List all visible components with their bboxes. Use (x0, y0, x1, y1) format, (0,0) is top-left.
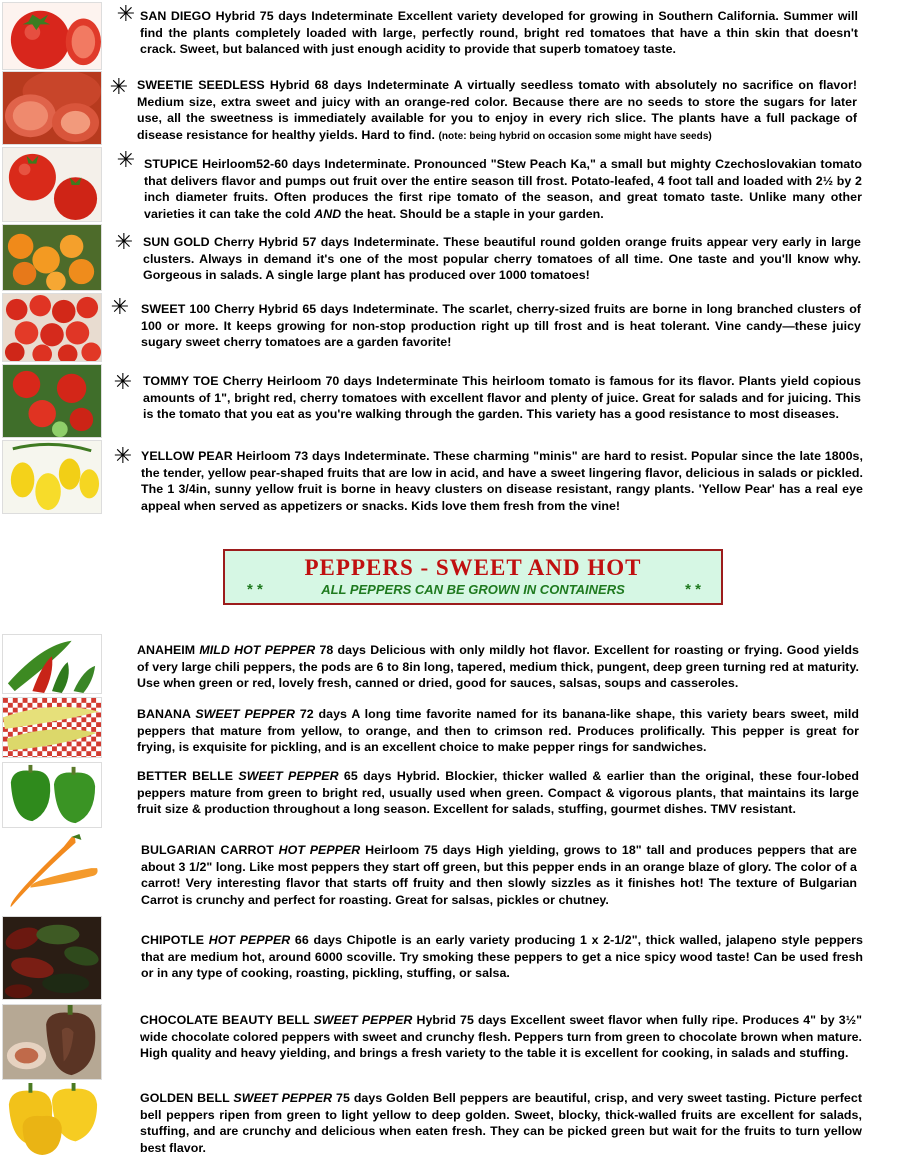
tomato-description (143, 373, 861, 423)
peppers-section-banner (223, 549, 723, 605)
variety-text: 72 days A long time favorite named for its banana-like shape, this variety bears sweet, mild peppers that mature from yellow, to orange, and then to crimson red. Produces prolifically. This pepper is great for frying, is exquisite for pickling, and is an excellent choice to make pepper rings for sandwiches. (137, 707, 859, 754)
sweetie-seedless-tomato-photo (2, 71, 102, 145)
banana-pepper-photo (2, 697, 102, 758)
tomato-description (141, 448, 863, 514)
pepper-description (137, 768, 859, 818)
pepper-type: SWEET PEPPER (313, 1013, 413, 1027)
variety-text: Hybrid 75 days Indeterminate Excellent variety developed for growing in Southern California. Summer will find the plants completely loaded with large, perfectly round, bright red tomatoes that have a thin skin that doesn't crack. Sweet, but balanced with just enough acidity to provide that superb tomatoey taste. (140, 9, 859, 56)
variety-text: Heirloom 73 days Indeterminate. These charming "minis" are hard to resist. Popular since the late 1800s, the tender, yellow pear-shaped fruits that are low in acid, and have a sweet lingering flavor, delicious in salads or pickled. The 1 3/4in, sunny yellow fruit is borne in heavy clusters on disease resistant, rangy plants. 'Yellow Pear' has a real eye appeal when served as appetizers or snacks. Kids love them fresh from the vine! (141, 449, 863, 513)
pepper-description (137, 642, 859, 692)
asterisk-icon: ✳ (116, 2, 136, 27)
pepper-description (140, 1090, 862, 1156)
banner-title: PEPPERS - SWEET AND HOT (304, 555, 642, 580)
chipotle-pepper-photo (2, 916, 102, 1000)
variety-text: Hybrid 68 days Indeterminate A virtually seedless tomato with absolutely no sacrifice on flavor! Medium size, extra sweet and juicy with an orange-red color. Because there are no seeds to store the sugars for later use, all the sweetness is immediately available for you to enjoy in every rich slice. The plants have a full package of disease resistance for healthy yields. Hard to find. (137, 78, 857, 142)
stupice-tomato-photo (2, 147, 102, 222)
yellow-pear-tomato-photo (2, 440, 102, 514)
tomato-description (143, 234, 861, 284)
variety-name: STUPICE (144, 157, 199, 171)
variety-text-end: the heat. Should be a staple in your garden. (341, 206, 604, 221)
variety-name: CHIPOTLE (141, 933, 209, 947)
asterisk-icon: ✳ (110, 295, 130, 320)
asterisk-icon: ✳ (116, 148, 136, 173)
asterisk-icon: ✳ (113, 370, 133, 395)
pepper-type: SWEET PEPPER (195, 707, 296, 721)
variety-text: Heirloom 75 days High yielding, grows to 18" tall and produces peppers that are about 3 1/2" long. Like most peppers they start off green, but this pepper ends in an orange blaze of glory. The color of a carrot! Very interesting flavor that starts off fruity and then slowly sizzles as it finishes hot! The texture of Bulgarian Carrot is crunchy and perfect for roasting. Great for salsas, pickles or chutney. (141, 843, 857, 907)
anaheim-pepper-photo (2, 634, 102, 694)
variety-name: YELLOW PEAR (141, 449, 233, 463)
variety-text: Cherry Hybrid 65 days Indeterminate. The scarlet, cherry-sized fruits are borne in long branched clusters of 100 or more. It keeps growing for non-stop production right up till frost and is heat tolerant. Vine candy—these juicy sugary sweet cherry tomatoes are a garden favorite! (141, 302, 861, 349)
tomato-description (144, 156, 862, 222)
tommy-toe-tomato-photo (2, 364, 102, 438)
variety-text: 75 days Golden Bell peppers are beautiful, crisp, and very sweet tasting. Picture perfect bell peppers ripen from green to light yellow to deep golden. Sweet, blocky, thick-walled fruits are excellent for salads, stuffing, and are crunchy and delicious when eaten fresh. They can be picked green but wait for the fruits to turn yellow best flavor. (140, 1091, 862, 1155)
variety-text: Hybrid 75 days Excellent sweet flavor when fully ripe. Produces 4" by 3½" wide chocolate colored peppers with sweet and crunchy flesh. Peppers turn from green to chocolate brown when mature. High quality and heavy yielding, and brings a fresh variety to the table it is excellent for cooking, in salads and stuffing. (140, 1013, 863, 1060)
banner-stars-right: * * (685, 581, 701, 598)
asterisk-icon: ✳ (114, 230, 134, 255)
banner-subtitle-row (225, 581, 721, 599)
variety-name: ANAHEIM (137, 643, 200, 657)
pepper-type: HOT PEPPER (278, 843, 361, 857)
tomato-description (137, 77, 857, 145)
variety-name: TOMMY TOE (143, 374, 219, 388)
variety-text: Heirloom52-60 days Indeterminate. Pronounced "Stew Peach Ka," a small but mighty Czechoslovakian tomato that delivers flavor and pumps out fruit over the entire season till frost. Potato-leafed, 4 foot tall and loaded with 2½ by 2 inch diameter fruits. Often produces the first ripe tomato of the season, and great tomato taste. Unlike many other varieties it can take the cold (144, 157, 862, 221)
pepper-description (141, 842, 857, 908)
asterisk-icon: ✳ (109, 75, 129, 100)
variety-text: 78 days Delicious with only mildly hot flavor. Excellent for roasting or frying. Good yields of very large chili peppers, the pods are 6 to 8in long, tapered, medium thick, pungent, deep green turning red at maturity. Use when green or red, lovely fresh, canned or dried, good for sauces, salsas, soups and casseroles. (137, 643, 859, 690)
variety-text: Cherry Hybrid 57 days Indeterminate. These beautiful round golden orange fruits appear very early in large clusters. Always in demand it's one of the most popular cherry tomatoes of all time. One taste and you'll know why. Gorgeous in salads. A single large plant has produced over 1000 tomatoes! (143, 235, 862, 282)
banner-stars-left: * * (247, 581, 263, 598)
tomato-description (141, 301, 861, 351)
pepper-description (141, 932, 863, 982)
variety-name: GOLDEN BELL (140, 1091, 234, 1105)
variety-name: SAN DIEGO (140, 9, 212, 23)
golden-bell-pepper-photo (2, 1082, 102, 1157)
pepper-description (137, 706, 859, 756)
pepper-type: SWEET PEPPER (238, 769, 339, 783)
chocolate-beauty-pepper-photo (2, 1004, 102, 1080)
variety-text: 65 days Hybrid. Blockier, thicker walled & earlier than the original, these four-lobed peppers mature from green to bright red, usually used when green. Compact & vigorous plants, that maintains its large fruit size & production throughout a long season. Excellent for salads, stuffing, gourmet dishes. TMV resistant. (137, 769, 860, 816)
banner-subtitle: ALL PEPPERS CAN BE GROWN IN CONTAINERS (321, 582, 625, 597)
variety-name: SWEETIE SEEDLESS (137, 78, 265, 92)
variety-name: SUN GOLD (143, 235, 210, 249)
sun-gold-tomato-photo (2, 224, 102, 291)
tomato-description (140, 8, 858, 58)
pepper-type: HOT PEPPER (208, 933, 291, 947)
sweet-100-tomato-photo (2, 293, 102, 362)
variety-text: Cherry Heirloom 70 days Indeterminate This heirloom tomato is famous for its flavor. Plants yield copious amounts of 1", bright red, cherry tomatoes with excellent flavor and plenty of juice. Great for salads and for juicing. This is the tomato that you eat as you're walking through the garden. This variety has a good resistance to most diseases. (143, 374, 861, 421)
variety-name: BULGARIAN CARROT (141, 843, 279, 857)
pepper-type: SWEET PEPPER (233, 1091, 333, 1105)
variety-note: (note: being hybrid on occasion some might have seeds) (438, 130, 712, 142)
variety-name: BETTER BELLE (137, 769, 239, 783)
pepper-type: MILD HOT PEPPER (199, 643, 316, 657)
bulgarian-carrot-pepper-photo (2, 832, 102, 912)
variety-name: SWEET 100 (141, 302, 211, 316)
san-diego-tomato-photo (2, 2, 102, 70)
asterisk-icon: ✳ (113, 444, 133, 469)
variety-name: BANANA (137, 707, 196, 721)
variety-emphasis: AND (314, 206, 342, 221)
better-belle-pepper-photo (2, 762, 102, 828)
pepper-description (140, 1012, 862, 1062)
variety-text: 66 days Chipotle is an early variety producing 1 x 2-1/2", thick walled, jalapeno style peppers that are medium hot, around 6000 scoville. Try smoking these peppers to get a nice spicy wood taste! Can be used fresh or in any type of cooking, roasting, pickling, stuffing, or salsa. (141, 933, 863, 980)
variety-name: CHOCOLATE BEAUTY BELL (140, 1013, 314, 1027)
